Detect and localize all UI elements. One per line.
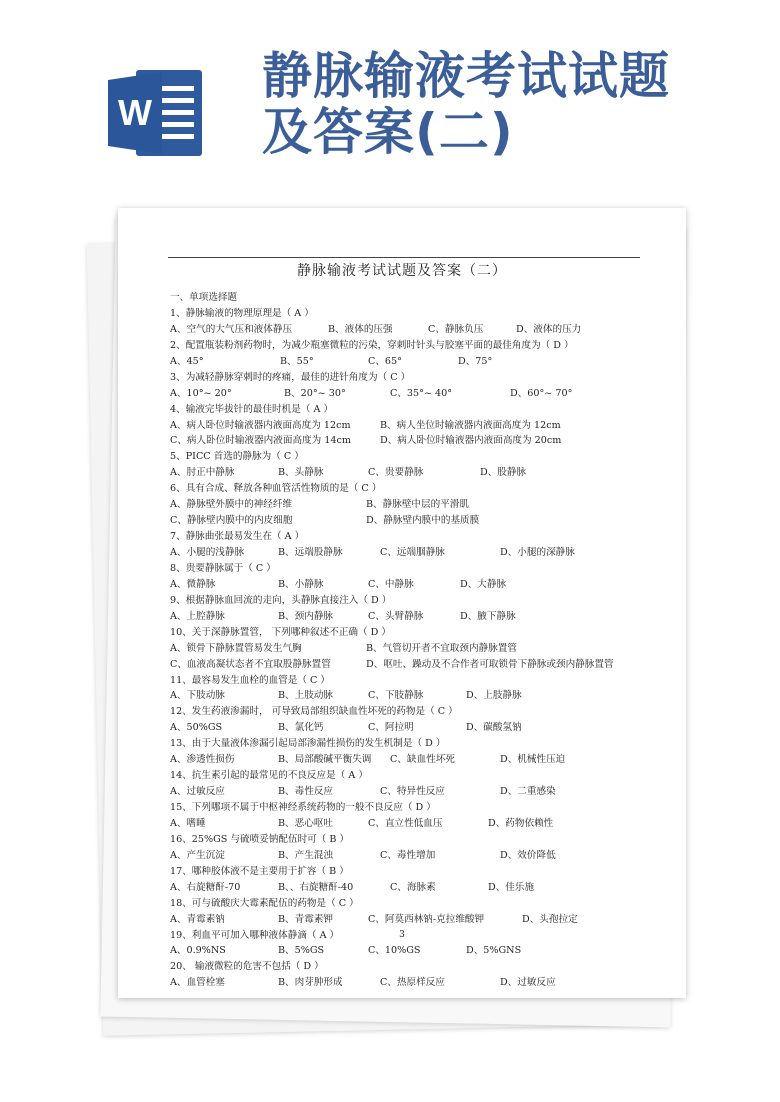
answer-option: B、病人坐位时输液器内液面高度为 12cm [380,419,561,431]
answer-option: B、毒性反应 [278,786,334,798]
question-line: 9、根据静脉血回流的走向，头静脉直接注入（ D ） [170,594,392,606]
answer-option: D、75° [458,355,493,367]
answer-option: D、机械性压迫 [500,754,566,766]
options-line [170,577,670,593]
answer-option: A、过敏反应 [170,786,225,798]
header-banner [0,0,780,205]
options-line [170,943,670,959]
answer-option: B、头静脉 [278,467,324,479]
document-title [262,48,772,160]
answer-option: A、嗜睡 [170,817,206,829]
answer-option: A、病人卧位时输液器内液面高度为 12cm [170,419,351,431]
answer-option: A、空气的大气压和液体静压 [170,323,293,335]
options-line [170,784,670,800]
answer-option: C、直立性低血压 [368,817,443,829]
question-line: 19、利血平可加入哪种液体静滴（ A ） [170,929,340,941]
options-line [170,465,670,481]
answer-option: C、阿拉明 [368,722,414,734]
options-line [170,386,670,402]
word-document-icon [106,66,206,160]
answer-option: C、中静脉 [368,578,414,590]
answer-option: D、二重感染 [500,786,556,798]
answer-option: D、碳酸氢钠 [466,722,522,734]
answer-option: B、产生混浊 [278,849,334,861]
page-number: 3 [399,930,405,940]
answer-option: C、毒性增加 [380,849,436,861]
answer-option: B、颈内静脉 [278,610,334,622]
options-line [170,418,670,434]
question-line: 17、哪种胶体液不是主要用于扩容（ B ） [170,865,349,877]
page-title: 静脉输液考试试题及答案（二） [297,263,507,279]
answer-option: A、肘正中静脉 [170,467,235,479]
answer-option: A、下肢动脉 [170,690,225,702]
answer-option: B、恶心呕吐 [278,817,334,829]
answer-option: B、55° [280,355,314,367]
question-line: 3、为减轻静脉穿刺时的疼痛，最佳的进针角度为（ C ） [170,371,411,383]
options-line [170,816,670,832]
question-line: 2、配置瓶装粉剂药物时，为减少瓶塞微粒的污染，穿刺时针头与胶塞平面的最佳角度为（ D ） [170,339,574,351]
options-line [170,975,670,991]
question-line: 7、静脉曲张最易发生在（ A ） [170,531,305,543]
answer-option: D、药物依赖性 [488,817,554,829]
answer-option: A、青霉素钠 [170,913,225,925]
options-line [170,354,670,370]
answer-option: D、头孢拉定 [522,913,578,925]
question-line: 20、 输液微粒的危害不包括（ D ） [170,961,324,973]
question-line: 一、单项选择题 [170,292,238,303]
question-line: 5、PICC 首选的静脉为（ C ） [170,451,304,463]
answer-option: C、远端腘静脉 [380,547,445,558]
answer-option: A、10°~ 20° [170,387,232,399]
word-icon-letter: W [118,92,152,133]
answer-option: B、静脉壁中层的平滑肌 [366,499,469,511]
answer-option: C、海脉素 [390,881,436,893]
answer-option: C、静脉壁内膜中的内皮细胞 [170,515,293,527]
question-line: 4、输液完毕拔针的最佳时机是（ A ） [170,403,334,415]
answer-option: D、佳乐施 [488,881,535,893]
question-list [170,290,670,991]
answer-option: B、液体的压强 [328,323,393,335]
answer-option: B、青霉素钾 [278,913,334,925]
answer-option: B、气管切开者不宜取颈内静脉置管 [366,642,517,654]
document-title-line-2: 及答案(二) [262,103,514,161]
answer-option: C、35°~ 40° [390,387,453,399]
options-line [170,609,670,625]
question-line: 18、可与硫酸庆大霉素配伍的药物是（ C ） [170,897,359,909]
question-line: 6、具有合成、释放各种血管活性物质的是（ C ） [170,483,382,495]
answer-option: C、缺血性坏死 [390,754,455,766]
answer-option: A、0.9%NS [170,945,226,957]
document-page [118,208,686,998]
question-line: 1、静脉输液的物理原理是（ A ） [170,307,314,319]
options-line [170,513,670,529]
answer-option: C、10%GS [368,945,421,957]
answer-option: C、病人卧位时输液器内液面高度为 14cm [170,435,351,447]
answer-option: B、小静脉 [278,578,324,590]
options-line [170,497,670,513]
answer-option: D、静脉壁内膜中的基质膜 [366,515,480,527]
question-line: 16、25%GS 与硫喷妥钠配伍时可（ B ） [170,833,350,845]
options-line [170,912,670,928]
answer-option: C、下肢静脉 [368,690,424,702]
answer-option: D、股静脉 [480,467,527,479]
options-line [170,322,670,338]
answer-option: D、病人卧位时输液器内液面高度为 20cm [380,435,562,447]
answer-option: D、60°~ 70° [510,387,573,399]
answer-option: C、贵要静脉 [368,467,424,479]
answer-option: B、局部酸碱平衡失调 [278,754,372,766]
question-line: 8、贵要静脉属于（ C ） [170,562,276,574]
answer-option: C、特异性反应 [380,786,445,798]
answer-option: A、50%GS [170,722,223,734]
answer-option: D、效价降低 [500,849,556,861]
answer-option: D、小腿的深静脉 [500,547,575,558]
options-line [170,688,670,704]
options-line [170,880,670,896]
answer-option: A、小腿的浅静脉 [170,547,245,558]
header-rule [168,257,640,258]
answer-option: B、肉芽肿形成 [278,977,343,989]
answer-option: D、呕吐、躁动及不合作者可取锁骨下静脉或颈内静脉置管 [366,658,614,670]
answer-option: A、微静脉 [170,578,216,590]
answer-option: C、头臂静脉 [368,610,424,622]
options-line [170,752,670,768]
answer-option: D、上肢静脉 [466,690,522,702]
answer-option: C、阿莫西林钠-克拉维酸钾 [368,913,485,925]
options-line [170,641,670,657]
answer-option: B、、右旋糖酐-40 [278,881,354,893]
answer-option: B、氯化钙 [278,722,324,734]
answer-option: C、静脉负压 [428,323,484,335]
question-line: 13、由于大量液体渗漏引起局部渗漏性损伤的发生机制是（ D ） [170,738,446,750]
answer-option: A、静脉壁外膜中的神经纤维 [170,499,293,511]
question-line: 12、发生药液渗漏时， 可导致局部组织缺血性坏死的药物是（ C ） [170,706,458,718]
answer-option: A、上腔静脉 [170,610,225,622]
answer-option: B、20°~ 30° [284,387,346,399]
question-line: 10、关于深静脉置管， 下列哪种叙述不正确（ D ） [170,626,391,638]
answer-option: A、右旋糖酐-70 [170,881,241,893]
answer-option: B、5%GS [278,945,325,957]
document-title-line-1: 静脉输液考试试题 [262,47,670,105]
answer-option: A、血管栓塞 [170,977,225,989]
answer-option: D、液体的压力 [516,323,582,335]
answer-option: A、产生沉淀 [170,849,225,861]
answer-option: D、大静脉 [460,578,507,590]
answer-option: D、过敏反应 [500,977,556,989]
options-line [170,433,670,449]
answer-option: A、渗透性损伤 [170,754,235,766]
question-line: 11、最容易发生血栓的血管是（ C ） [170,674,330,686]
answer-option: B、上肢动脉 [278,690,334,702]
answer-option: A、45° [170,355,204,367]
answer-option: B、远端股静脉 [278,547,343,558]
options-line [170,545,670,561]
answer-option: D、腋下静脉 [460,610,516,622]
options-line [170,657,670,673]
question-line: 14、抗生素引起的最常见的不良反应是（ A ） [170,770,368,782]
question-line: 15、下列哪项不属于中枢神经系统药物的一般不良反应（ D ） [170,802,436,813]
answer-option: C、血液高凝状态者不宜取股静脉置管 [170,658,331,670]
answer-option: C、热原样反应 [380,977,445,989]
answer-option: C、65° [368,355,402,367]
answer-option: A、锁骨下静脉置管易发生气胸 [170,642,302,654]
options-line [170,720,670,736]
options-line [170,848,670,864]
answer-option: D、5%GNS [466,945,522,957]
